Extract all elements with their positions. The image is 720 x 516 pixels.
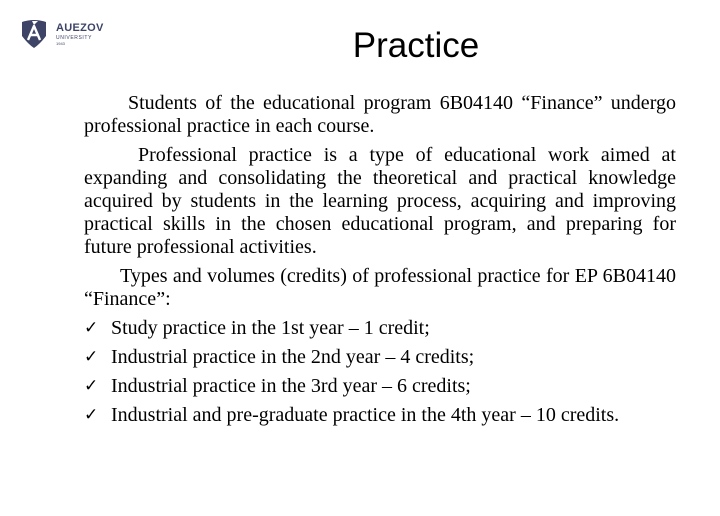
list-item-text: Industrial practice in the 3rd year – 6 credits; <box>111 375 471 397</box>
university-emblem-icon <box>18 18 50 50</box>
list-item-text: Industrial practice in the 2nd year – 4 credits; <box>111 346 475 368</box>
list-item <box>84 317 676 340</box>
types-paragraph: Types and volumes (credits) of professional practice for EP 6B04140 “Finance”: <box>84 265 676 310</box>
slide-body <box>84 92 676 433</box>
university-logo <box>18 18 104 50</box>
logo-year: 1943 <box>56 40 65 46</box>
list-item <box>84 346 676 369</box>
list-item-text: Study practice in the 1st year – 1 credit; <box>111 317 430 339</box>
logo-name: AUEZOV <box>56 21 104 34</box>
checkmark-icon: ✓ <box>84 376 99 396</box>
list-item <box>84 375 676 398</box>
checkmark-icon: ✓ <box>84 347 99 367</box>
list-item <box>84 404 676 427</box>
intro-paragraph: Students of the educational program 6B04140 “Finance” undergo professional practice in each course. <box>84 92 676 137</box>
practice-checklist <box>84 317 676 427</box>
logo-subtitle: UNIVERSITY <box>56 34 93 41</box>
definition-paragraph: Professional practice is a type of educational work aimed at expanding and consolidating the theoretical and practical knowledge acquired by students in the learning process, acquiring and improving practical skills in the chosen educational program, and preparing for future professional activities. <box>84 144 676 258</box>
slide-title: Practice <box>352 26 480 65</box>
checkmark-icon: ✓ <box>84 318 99 338</box>
list-item-text: Industrial and pre-graduate practice in the 4th year – 10 credits. <box>111 404 620 426</box>
checkmark-icon: ✓ <box>84 405 99 425</box>
